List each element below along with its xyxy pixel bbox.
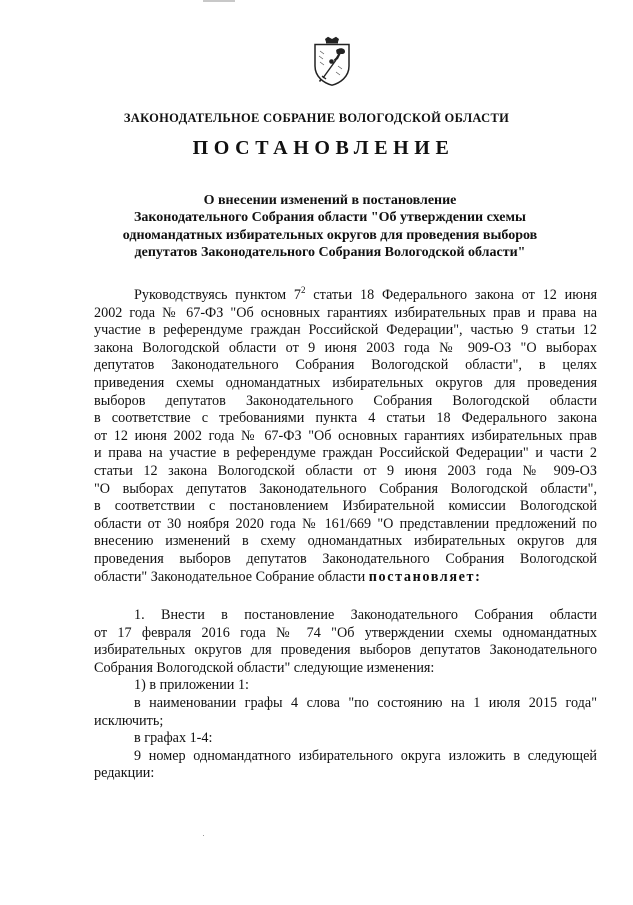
preamble-line: проведения выборов депутатов Законодательного Собрания Вологодской — [94, 550, 597, 567]
preamble-line: "О выборах депутатов Законодательного Собрания Вологодской области", — [94, 480, 597, 497]
subitem-line: в графах 1-4: — [134, 730, 213, 747]
document-title — [110, 192, 550, 261]
preamble-line: статьи 12 закона Вологодской области от 9 июня 2003 года № 909-ОЗ — [94, 462, 597, 479]
subitem-line: исключить; — [94, 712, 164, 729]
scan-artifact-line — [203, 0, 235, 2]
coat-of-arms-icon — [311, 36, 353, 86]
preamble-line: выборов депутатов Законодательного Собрания Вологодской области — [94, 392, 597, 409]
preamble-line: 2002 года № 67-ФЗ "Об основных гарантиях избирательных прав и права на — [94, 304, 597, 321]
subitem-line: 1) в приложении 1: — [134, 677, 249, 694]
preamble-line: внесению изменений в схему одномандатных избирательных округов для — [94, 533, 597, 550]
preamble-line: приведения схемы одномандатных избирательных округов для проведения — [94, 374, 597, 391]
title-line: депутатов Законодательного Собрания Вологодской области" — [134, 244, 526, 260]
title-line: О внесении изменений в постановление — [203, 193, 457, 208]
superscript: 2 — [301, 285, 306, 295]
preamble-line: области" Законодательное Собрание области постановляет: — [94, 568, 482, 585]
organization-name: ЗАКОНОДАТЕЛЬНОЕ СОБРАНИЕ ВОЛОГОДСКОЙ ОБЛАСТИ — [123, 111, 510, 125]
item-line: Собрания Вологодской области" следующие изменения: — [94, 659, 435, 676]
title-line: Законодательного Собрания области "Об утверждении схемы — [134, 210, 526, 226]
item-line: 1. Внести в постановление Законодательного Собрания области — [134, 607, 597, 623]
preamble-line: и права на участие в референдуме граждан Российской Федерации" и части 2 — [94, 445, 597, 462]
preamble-line: участие в референдуме граждан Российской Федерации", частью 9 статьи 12 — [94, 322, 597, 339]
item-line: избирательных округов для проведения выборов депутатов Законодательного — [94, 642, 597, 659]
scan-artifact-dot — [203, 835, 204, 836]
preamble-line: закона Вологодской области от 9 июня 2003 года № 909-ОЗ "О выборах — [94, 339, 597, 356]
preamble-line: депутатов Законодательного Собрания Вологодской области", в целях — [94, 357, 597, 374]
preamble-line: Руководствуясь пунктом $7^2$ статьи 18 Федерального закона от 12 июня — [134, 285, 597, 303]
preamble-line: области от 30 ноября 2020 года № 161/669 "О представлении предложений по — [94, 515, 597, 532]
preamble-line: в соответствии с постановлением Избирательной комиссии Вологодской — [94, 498, 597, 515]
item-1-paragraph — [94, 607, 597, 783]
preamble-line: в соответствие с требованиями пункта 4 статьи 18 Федерального закона — [94, 410, 597, 427]
subitem-line: 9 номер одномандатного избирательного округа изложить в следующей — [134, 747, 597, 764]
preamble-line: от 12 июня 2002 года № 67-ФЗ "Об основных гарантиях избирательных прав — [94, 427, 597, 444]
subitem-line: редакции: — [94, 765, 155, 782]
preamble-paragraph — [94, 287, 597, 586]
resolves-word: постановляет: — [368, 568, 482, 585]
item-line: от 17 февраля 2016 года № 74 "Об утверждении схемы одномандатных — [94, 624, 597, 641]
document-type: ПОСТАНОВЛЕНИЕ — [192, 137, 455, 159]
subitem-line: в наименовании графы 4 слова "по состоянию на 1 июля 2015 года" — [134, 694, 597, 711]
title-line: одномандатных избирательных округов для проведения выборов — [122, 227, 538, 243]
